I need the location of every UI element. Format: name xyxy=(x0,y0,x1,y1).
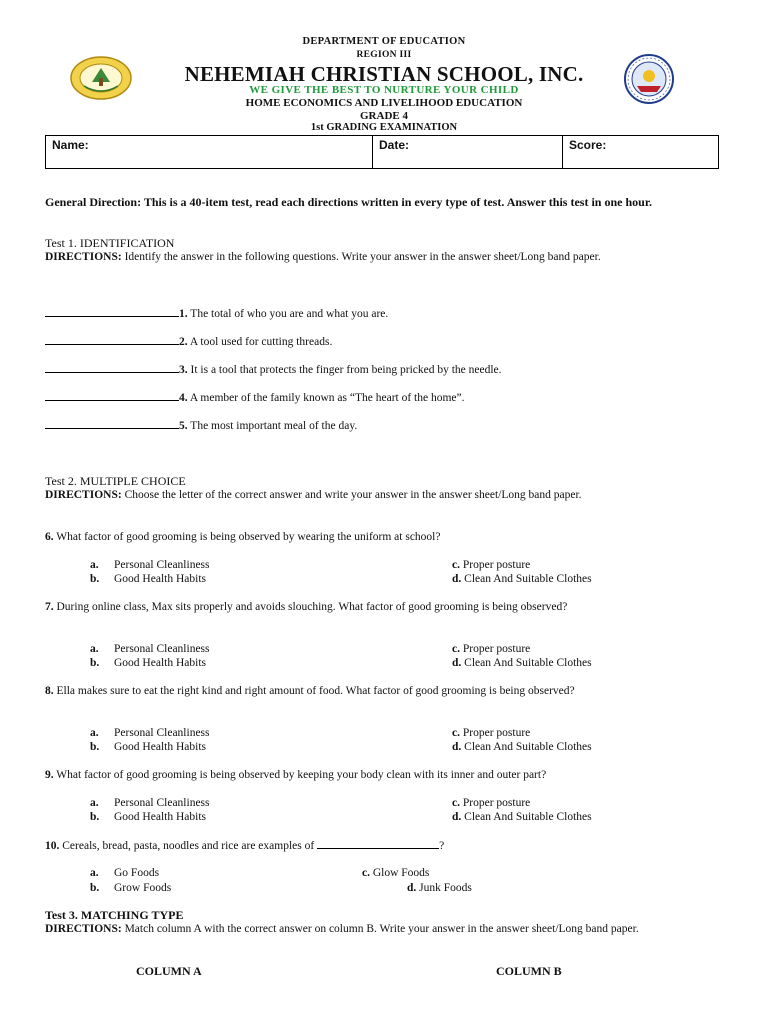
choice-d[interactable]: d. Clean And Suitable Clothes xyxy=(452,573,592,585)
choice-a[interactable]: a. Personal Cleanliness xyxy=(90,727,210,739)
test3-directions xyxy=(45,922,717,936)
answer-blank[interactable] xyxy=(317,838,439,849)
test1-directions xyxy=(45,250,717,264)
subject-title: HOME ECONOMICS AND LIVELIHOOD EDUCATION xyxy=(245,97,523,109)
test2-directions-label: DIRECTIONS: xyxy=(45,489,122,501)
test1-directions-label: DIRECTIONS: xyxy=(45,251,122,263)
identification-item: 3. It is a tool that protects the finger from being pricked by the needle. xyxy=(45,362,502,377)
choice-b[interactable]: b. Good Health Habits xyxy=(90,741,206,753)
test1-title: Test 1. IDENTIFICATION xyxy=(45,236,175,250)
test3-directions-text: Match column A with the correct answer on column B. Write your answer in the answer sheet/Long band paper. xyxy=(121,923,639,935)
date-field[interactable] xyxy=(373,136,563,168)
answer-blank[interactable] xyxy=(45,334,179,345)
question-6: 6. What factor of good grooming is being observed by wearing the uniform at school? xyxy=(45,531,441,543)
choice-b[interactable]: b. Grow Foods xyxy=(90,882,172,894)
choice-a[interactable]: a. Go Foods xyxy=(90,867,160,879)
grade-level: GRADE 4 xyxy=(360,110,408,122)
choice-a[interactable]: a. Personal Cleanliness xyxy=(90,797,210,809)
general-direction: General Direction: This is a 40-item test, read each directions written in every type of test. Answer this test in one hour. xyxy=(45,195,653,209)
score-label: Score: xyxy=(569,138,607,152)
test2-title: Test 2. MULTIPLE CHOICE xyxy=(45,474,186,488)
choice-d[interactable]: d. Clean And Suitable Clothes xyxy=(452,741,592,753)
answer-blank[interactable] xyxy=(45,390,179,401)
choice-d[interactable]: d. Clean And Suitable Clothes xyxy=(452,811,592,823)
test3-directions-label: DIRECTIONS: xyxy=(45,923,122,935)
test2-directions-text: Choose the letter of the correct answer and write your answer in the answer sheet/Long band paper. xyxy=(121,489,582,501)
choice-b[interactable]: b. Good Health Habits xyxy=(90,811,206,823)
department-heading: DEPARTMENT OF EDUCATION xyxy=(302,36,466,47)
identification-item: 5. The most important meal of the day. xyxy=(45,418,357,433)
choice-a[interactable]: a. Personal Cleanliness xyxy=(90,643,210,655)
student-info-table xyxy=(45,135,719,169)
test1-directions-text: Identify the answer in the following questions. Write your answer in the answer sheet/Long band paper. xyxy=(121,251,601,263)
choice-b[interactable]: b. Good Health Habits xyxy=(90,573,206,585)
test3-title: Test 3. MATCHING TYPE xyxy=(45,908,184,922)
score-field[interactable] xyxy=(563,136,718,168)
name-field[interactable] xyxy=(46,136,373,168)
question-9: 9. What factor of good grooming is being observed by keeping your body clean with its inner and outer part? xyxy=(45,769,547,781)
identification-item: 4. A member of the family known as “The heart of the home”. xyxy=(45,390,465,405)
name-label: Name: xyxy=(52,138,89,152)
region-heading: REGION III xyxy=(356,50,412,60)
question-10: 10. Cereals, bread, pasta, noodles and rice are examples of ? xyxy=(45,840,445,852)
choice-c[interactable]: c. Proper posture xyxy=(452,727,531,739)
school-motto: WE GIVE THE BEST TO NURTURE YOUR CHILD xyxy=(249,84,519,96)
choice-c[interactable]: c. Proper posture xyxy=(452,559,531,571)
choice-d[interactable]: d. Clean And Suitable Clothes xyxy=(452,657,592,669)
date-label: Date: xyxy=(379,138,410,152)
test2-directions xyxy=(45,488,717,502)
column-a-heading: COLUMN A xyxy=(136,964,202,978)
answer-blank[interactable] xyxy=(45,306,179,317)
exam-title: 1st GRADING EXAMINATION xyxy=(310,122,458,133)
identification-item: 2. A tool used for cutting threads. xyxy=(45,334,332,349)
choice-b[interactable]: b. Good Health Habits xyxy=(90,657,206,669)
choice-a[interactable]: a. Personal Cleanliness xyxy=(90,559,210,571)
choice-c[interactable]: c. Glow Foods xyxy=(362,867,430,879)
answer-blank[interactable] xyxy=(45,418,179,429)
choice-c[interactable]: c. Proper posture xyxy=(452,643,531,655)
choice-c[interactable]: c. Proper posture xyxy=(452,797,531,809)
column-b-heading: COLUMN B xyxy=(496,964,562,978)
choice-d[interactable]: d. Junk Foods xyxy=(407,882,472,894)
question-8: 8. Ella makes sure to eat the right kind and right amount of food. What factor of good grooming is being observed? xyxy=(45,685,575,697)
identification-item: 1. The total of who you are and what you are. xyxy=(45,306,388,321)
answer-blank[interactable] xyxy=(45,362,179,373)
school-name: NEHEMIAH CHRISTIAN SCHOOL, INC. xyxy=(184,62,584,86)
question-7: 7. During online class, Max sits properly and avoids slouching. What factor of good grooming is being observed? xyxy=(45,601,568,613)
